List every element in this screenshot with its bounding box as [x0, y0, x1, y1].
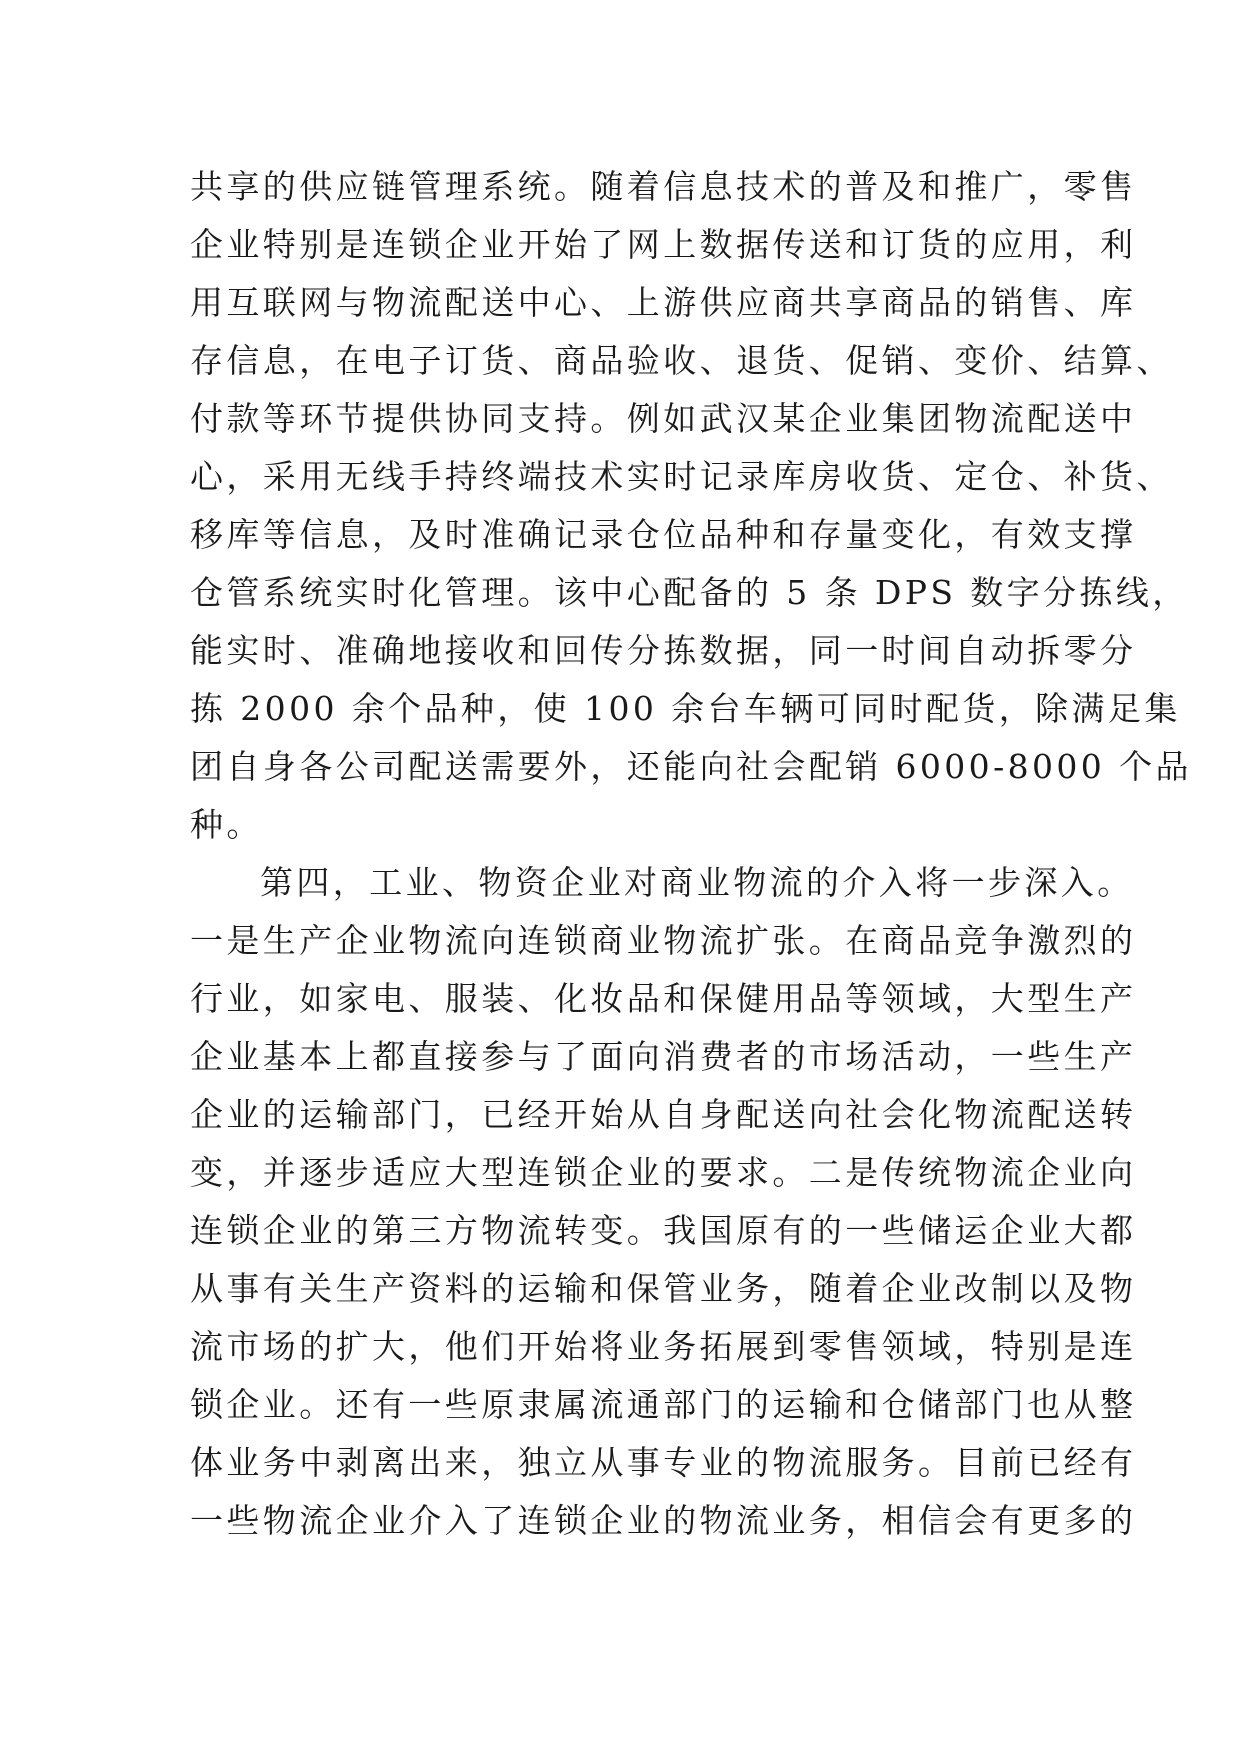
text-line: 连锁企业的第三方物流转变。我国原有的一些储运企业大都	[190, 1211, 1137, 1250]
text-line: 体业务中剥离出来，独立从事专业的物流服务。目前已经有	[190, 1443, 1137, 1482]
text-line: 从事有关生产资料的运输和保管业务，随着企业改制以及物	[190, 1269, 1137, 1308]
text-line: 团自身各公司配送需要外，还能向社会配销 6000-8000 个品	[190, 747, 1192, 786]
paragraph-start-line: 第四，工业、物资企业对商业物流的介入将一步深入。	[260, 863, 1134, 902]
text-line: 锁企业。还有一些原隶属流通部门的运输和仓储部门也从整	[190, 1385, 1137, 1424]
text-line: 移库等信息，及时准确记录仓位品种和存量变化，有效支撑	[190, 515, 1137, 554]
text-line: 共享的供应链管理系统。随着信息技术的普及和推广，零售	[190, 167, 1137, 206]
text-line: 心，采用无线手持终端技术实时记录库房收货、定仓、补货、	[190, 457, 1173, 496]
text-line: 变，并逐步适应大型连锁企业的要求。二是传统物流企业向	[190, 1153, 1137, 1192]
text-line: 拣 2000 余个品种，使 100 余台车辆可同时配货，除满足集	[190, 689, 1181, 728]
text-line: 能实时、准确地接收和回传分拣数据，同一时间自动拆零分	[190, 631, 1137, 670]
text-line: 企业的运输部门，已经开始从自身配送向社会化物流配送转	[190, 1095, 1137, 1134]
text-line: 一是生产企业物流向连锁商业物流扩张。在商品竞争激烈的	[190, 921, 1137, 960]
text-line: 仓管系统实时化管理。该中心配备的 5 条 DPS 数字分拣线，	[190, 573, 1189, 612]
text-line: 企业特别是连锁企业开始了网上数据传送和订货的应用，利	[190, 225, 1137, 264]
text-line: 种。	[190, 805, 263, 844]
body-text	[190, 158, 1192, 1550]
text-line: 用互联网与物流配送中心、上游供应商共享商品的销售、库	[190, 283, 1137, 322]
text-line: 一些物流企业介入了连锁企业的物流业务，相信会有更多的	[190, 1501, 1137, 1540]
text-line: 流市场的扩大，他们开始将业务拓展到零售领域，特别是连	[190, 1327, 1137, 1366]
text-line: 付款等环节提供协同支持。例如武汉某企业集团物流配送中	[190, 399, 1137, 438]
text-line: 存信息，在电子订货、商品验收、退货、促销、变价、结算、	[190, 341, 1173, 380]
text-line: 行业，如家电、服装、化妆品和保健用品等领域，大型生产	[190, 979, 1137, 1018]
text-line: 企业基本上都直接参与了面向消费者的市场活动，一些生产	[190, 1037, 1137, 1076]
